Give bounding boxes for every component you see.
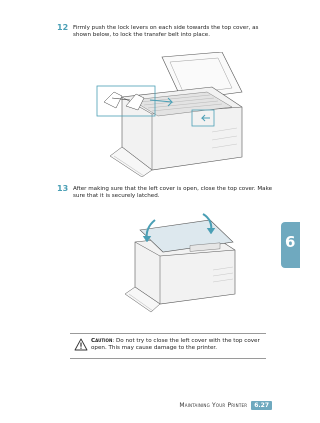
step-number: 13 xyxy=(57,184,69,193)
caution-body: Do not try to close the left cover with the top cover open. This may cause damage to the printer. xyxy=(91,338,260,352)
caution-note xyxy=(91,338,265,352)
page-footer xyxy=(179,401,272,410)
caution-divider-top xyxy=(70,333,266,334)
caution-divider-bottom xyxy=(70,358,266,359)
step-13 xyxy=(57,184,273,201)
step-12 xyxy=(57,23,273,40)
printer-lock-levers-illustration xyxy=(92,52,252,177)
chapter-number: 6 xyxy=(285,233,296,251)
chapter-tab xyxy=(281,222,300,268)
printer-close-cover-illustration xyxy=(115,212,245,317)
footer-title: Maintaining Your Printer xyxy=(179,402,248,409)
page-number: 6.27 xyxy=(251,401,272,410)
caution-colon: : xyxy=(112,338,116,344)
caution-label: Caution xyxy=(91,338,113,344)
step-number: 12 xyxy=(57,23,69,32)
step-text: Firmly push the lock levers on each side towards the top cover, as shown below, to lock the transfer belt into place. xyxy=(73,25,259,39)
step-text: After making sure that the left cover is open, close the top cover. Make sure that it is securely latched. xyxy=(73,186,273,200)
warning-icon xyxy=(74,338,88,351)
